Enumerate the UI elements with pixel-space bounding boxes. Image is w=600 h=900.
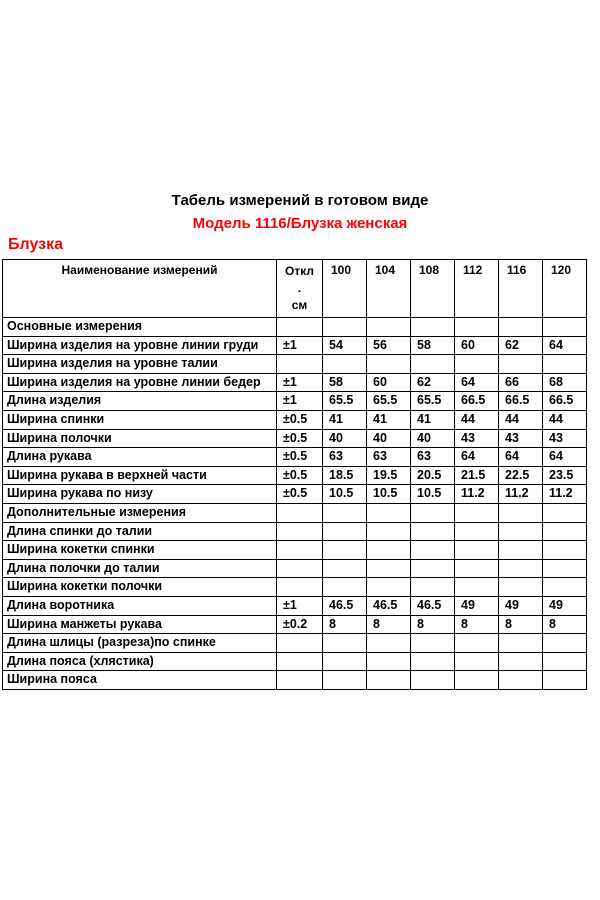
size-value-cell bbox=[367, 634, 411, 653]
measurement-name-cell: Ширина спинки bbox=[3, 410, 277, 429]
tolerance-cell bbox=[277, 541, 323, 560]
size-value-cell bbox=[367, 559, 411, 578]
header-row bbox=[3, 260, 587, 318]
size-value-cell: 64 bbox=[455, 373, 499, 392]
size-value-cell bbox=[455, 318, 499, 337]
size-value-cell: 62 bbox=[411, 373, 455, 392]
size-value-cell: 11.2 bbox=[543, 485, 587, 504]
size-value-cell: 46.5 bbox=[367, 596, 411, 615]
size-value-cell bbox=[543, 652, 587, 671]
measurement-name-cell: Ширина изделия на уровне линии бедер bbox=[3, 373, 277, 392]
size-value-cell bbox=[323, 541, 367, 560]
size-value-cell: 8 bbox=[411, 615, 455, 634]
measurement-name-cell: Длина полочки до талии bbox=[3, 559, 277, 578]
size-value-cell: 41 bbox=[411, 410, 455, 429]
size-value-cell: 41 bbox=[367, 410, 411, 429]
measurement-name-cell: Ширина полочки bbox=[3, 429, 277, 448]
tolerance-cell: ±0.2 bbox=[277, 615, 323, 634]
size-value-cell: 64 bbox=[499, 448, 543, 467]
size-value-cell: 58 bbox=[411, 336, 455, 355]
size-value-cell bbox=[499, 541, 543, 560]
measurement-name-cell: Ширина изделия на уровне линии груди bbox=[3, 336, 277, 355]
size-value-cell bbox=[455, 652, 499, 671]
size-value-cell: 49 bbox=[543, 596, 587, 615]
tolerance-cell: ±0.5 bbox=[277, 410, 323, 429]
tolerance-cell: ±0.5 bbox=[277, 448, 323, 467]
measurement-name-cell: Ширина рукава по низу bbox=[3, 485, 277, 504]
size-value-cell bbox=[323, 559, 367, 578]
column-header-name: Наименование измерений bbox=[3, 260, 277, 318]
size-value-cell: 44 bbox=[499, 410, 543, 429]
tolerance-cell bbox=[277, 318, 323, 337]
table-row bbox=[3, 318, 587, 337]
column-header-size: 104 bbox=[367, 260, 411, 318]
size-value-cell: 58 bbox=[323, 373, 367, 392]
size-value-cell bbox=[499, 318, 543, 337]
size-value-cell bbox=[499, 578, 543, 597]
table-row bbox=[3, 485, 587, 504]
tolerance-cell: ±0.5 bbox=[277, 466, 323, 485]
table-row bbox=[3, 448, 587, 467]
size-value-cell: 8 bbox=[323, 615, 367, 634]
tolerance-cell bbox=[277, 671, 323, 690]
size-value-cell: 44 bbox=[455, 410, 499, 429]
column-header-size: 108 bbox=[411, 260, 455, 318]
measurement-name-cell: Дополнительные измерения bbox=[3, 503, 277, 522]
column-header-tolerance bbox=[277, 260, 323, 318]
table-row bbox=[3, 596, 587, 615]
tolerance-cell bbox=[277, 559, 323, 578]
size-value-cell: 43 bbox=[499, 429, 543, 448]
size-value-cell: 63 bbox=[367, 448, 411, 467]
size-value-cell: 40 bbox=[367, 429, 411, 448]
size-value-cell bbox=[367, 522, 411, 541]
size-value-cell: 46.5 bbox=[411, 596, 455, 615]
size-value-cell: 49 bbox=[455, 596, 499, 615]
size-value-cell bbox=[411, 318, 455, 337]
tolerance-cell bbox=[277, 503, 323, 522]
column-header-size: 112 bbox=[455, 260, 499, 318]
size-value-cell: 10.5 bbox=[411, 485, 455, 504]
size-value-cell bbox=[411, 559, 455, 578]
size-value-cell: 66.5 bbox=[499, 392, 543, 411]
size-value-cell bbox=[543, 522, 587, 541]
model-title: Модель 1116/Блузка женская bbox=[192, 215, 408, 232]
tolerance-cell: ±1 bbox=[277, 596, 323, 615]
table-row bbox=[3, 541, 587, 560]
measurements-table bbox=[2, 259, 587, 690]
table-row bbox=[3, 652, 587, 671]
tolerance-cell: ±1 bbox=[277, 373, 323, 392]
table-row bbox=[3, 503, 587, 522]
measurement-name-cell: Длина шлицы (разреза)по спинке bbox=[3, 634, 277, 653]
measurement-name-cell: Ширина кокетки спинки bbox=[3, 541, 277, 560]
size-value-cell bbox=[455, 634, 499, 653]
size-value-cell: 8 bbox=[367, 615, 411, 634]
table-title: Табель измерений в готовом виде bbox=[171, 192, 429, 209]
size-value-cell bbox=[543, 541, 587, 560]
tolerance-cell bbox=[277, 652, 323, 671]
size-value-cell bbox=[411, 541, 455, 560]
size-value-cell: 43 bbox=[455, 429, 499, 448]
size-value-cell bbox=[411, 634, 455, 653]
size-value-cell bbox=[367, 652, 411, 671]
size-value-cell bbox=[411, 503, 455, 522]
size-value-cell: 18.5 bbox=[323, 466, 367, 485]
size-value-cell: 68 bbox=[543, 373, 587, 392]
size-value-cell bbox=[411, 578, 455, 597]
table-row bbox=[3, 429, 587, 448]
measurement-name-cell: Длина рукава bbox=[3, 448, 277, 467]
size-value-cell bbox=[499, 634, 543, 653]
table-row bbox=[3, 392, 587, 411]
size-value-cell bbox=[367, 355, 411, 374]
size-value-cell: 43 bbox=[543, 429, 587, 448]
size-value-cell: 49 bbox=[499, 596, 543, 615]
size-value-cell bbox=[499, 671, 543, 690]
measurement-name-cell: Ширина рукава в верхней части bbox=[3, 466, 277, 485]
tolerance-cell bbox=[277, 355, 323, 374]
table-row bbox=[3, 410, 587, 429]
size-value-cell bbox=[455, 559, 499, 578]
size-value-cell bbox=[367, 671, 411, 690]
size-value-cell: 46.5 bbox=[323, 596, 367, 615]
size-value-cell: 64 bbox=[455, 448, 499, 467]
size-value-cell bbox=[543, 503, 587, 522]
size-value-cell: 10.5 bbox=[367, 485, 411, 504]
size-value-cell: 65.5 bbox=[323, 392, 367, 411]
size-value-cell bbox=[411, 652, 455, 671]
size-value-cell bbox=[323, 522, 367, 541]
tolerance-cell bbox=[277, 634, 323, 653]
size-value-cell bbox=[323, 355, 367, 374]
size-value-cell: 60 bbox=[455, 336, 499, 355]
column-header-size: 120 bbox=[543, 260, 587, 318]
size-value-cell: 54 bbox=[323, 336, 367, 355]
size-value-cell bbox=[499, 522, 543, 541]
size-value-cell bbox=[411, 671, 455, 690]
size-value-cell bbox=[499, 355, 543, 374]
size-value-cell: 19.5 bbox=[367, 466, 411, 485]
tolerance-cell: ±0.5 bbox=[277, 485, 323, 504]
size-value-cell bbox=[543, 578, 587, 597]
size-value-cell bbox=[455, 355, 499, 374]
measurement-name-cell: Основные измерения bbox=[3, 318, 277, 337]
size-value-cell bbox=[543, 634, 587, 653]
size-value-cell: 8 bbox=[499, 615, 543, 634]
size-value-cell: 40 bbox=[323, 429, 367, 448]
size-value-cell bbox=[367, 578, 411, 597]
size-value-cell bbox=[411, 355, 455, 374]
item-title: Блузка bbox=[8, 236, 63, 253]
size-value-cell bbox=[543, 318, 587, 337]
size-value-cell: 44 bbox=[543, 410, 587, 429]
table-row bbox=[3, 559, 587, 578]
size-value-cell bbox=[499, 503, 543, 522]
size-value-cell bbox=[367, 503, 411, 522]
size-value-cell: 64 bbox=[543, 448, 587, 467]
size-value-cell bbox=[455, 541, 499, 560]
tolerance-header-line: см bbox=[291, 298, 308, 312]
size-value-cell: 23.5 bbox=[543, 466, 587, 485]
measurement-name-cell: Длина изделия bbox=[3, 392, 277, 411]
size-value-cell: 64 bbox=[543, 336, 587, 355]
tolerance-header-line: Откл bbox=[285, 264, 314, 278]
table-row bbox=[3, 355, 587, 374]
measurement-name-cell: Длина пояса (хлястика) bbox=[3, 652, 277, 671]
size-value-cell bbox=[323, 578, 367, 597]
size-value-cell: 8 bbox=[455, 615, 499, 634]
size-value-cell bbox=[455, 522, 499, 541]
tolerance-header-line: . bbox=[297, 281, 302, 295]
measurement-name-cell: Ширина манжеты рукава bbox=[3, 615, 277, 634]
size-value-cell: 10.5 bbox=[323, 485, 367, 504]
measurement-name-cell: Длина спинки до талии bbox=[3, 522, 277, 541]
size-value-cell bbox=[455, 503, 499, 522]
tolerance-cell: ±0.5 bbox=[277, 429, 323, 448]
size-value-cell bbox=[499, 652, 543, 671]
size-value-cell: 63 bbox=[411, 448, 455, 467]
size-value-cell: 66.5 bbox=[455, 392, 499, 411]
size-value-cell bbox=[543, 559, 587, 578]
size-value-cell bbox=[323, 634, 367, 653]
table-row bbox=[3, 466, 587, 485]
table-row bbox=[3, 634, 587, 653]
size-value-cell: 65.5 bbox=[411, 392, 455, 411]
size-value-cell: 60 bbox=[367, 373, 411, 392]
tolerance-cell bbox=[277, 578, 323, 597]
size-value-cell: 11.2 bbox=[499, 485, 543, 504]
size-value-cell bbox=[455, 671, 499, 690]
size-value-cell bbox=[323, 652, 367, 671]
size-value-cell: 56 bbox=[367, 336, 411, 355]
table-row bbox=[3, 373, 587, 392]
measurement-name-cell: Ширина пояса bbox=[3, 671, 277, 690]
table-row bbox=[3, 336, 587, 355]
size-value-cell: 11.2 bbox=[455, 485, 499, 504]
size-value-cell: 40 bbox=[411, 429, 455, 448]
size-value-cell bbox=[499, 559, 543, 578]
tolerance-cell bbox=[277, 522, 323, 541]
size-value-cell: 8 bbox=[543, 615, 587, 634]
column-header-size: 116 bbox=[499, 260, 543, 318]
measurement-name-cell: Длина воротника bbox=[3, 596, 277, 615]
measurement-name-cell: Ширина изделия на уровне талии bbox=[3, 355, 277, 374]
table-row bbox=[3, 522, 587, 541]
size-value-cell: 65.5 bbox=[367, 392, 411, 411]
measurement-name-cell: Ширина кокетки полочки bbox=[3, 578, 277, 597]
size-value-cell: 20.5 bbox=[411, 466, 455, 485]
size-value-cell: 66.5 bbox=[543, 392, 587, 411]
table-row bbox=[3, 578, 587, 597]
size-value-cell bbox=[323, 318, 367, 337]
size-value-cell bbox=[367, 318, 411, 337]
tolerance-cell: ±1 bbox=[277, 392, 323, 411]
size-value-cell: 62 bbox=[499, 336, 543, 355]
table-row bbox=[3, 615, 587, 634]
size-value-cell: 63 bbox=[323, 448, 367, 467]
size-value-cell bbox=[367, 541, 411, 560]
size-value-cell bbox=[543, 355, 587, 374]
size-value-cell: 66 bbox=[499, 373, 543, 392]
size-value-cell bbox=[411, 522, 455, 541]
size-value-cell bbox=[323, 503, 367, 522]
size-value-cell: 21.5 bbox=[455, 466, 499, 485]
table-row bbox=[3, 671, 587, 690]
size-value-cell: 41 bbox=[323, 410, 367, 429]
size-value-cell: 22.5 bbox=[499, 466, 543, 485]
column-header-size: 100 bbox=[323, 260, 367, 318]
size-value-cell bbox=[543, 671, 587, 690]
size-value-cell bbox=[323, 671, 367, 690]
tolerance-cell: ±1 bbox=[277, 336, 323, 355]
size-value-cell bbox=[455, 578, 499, 597]
